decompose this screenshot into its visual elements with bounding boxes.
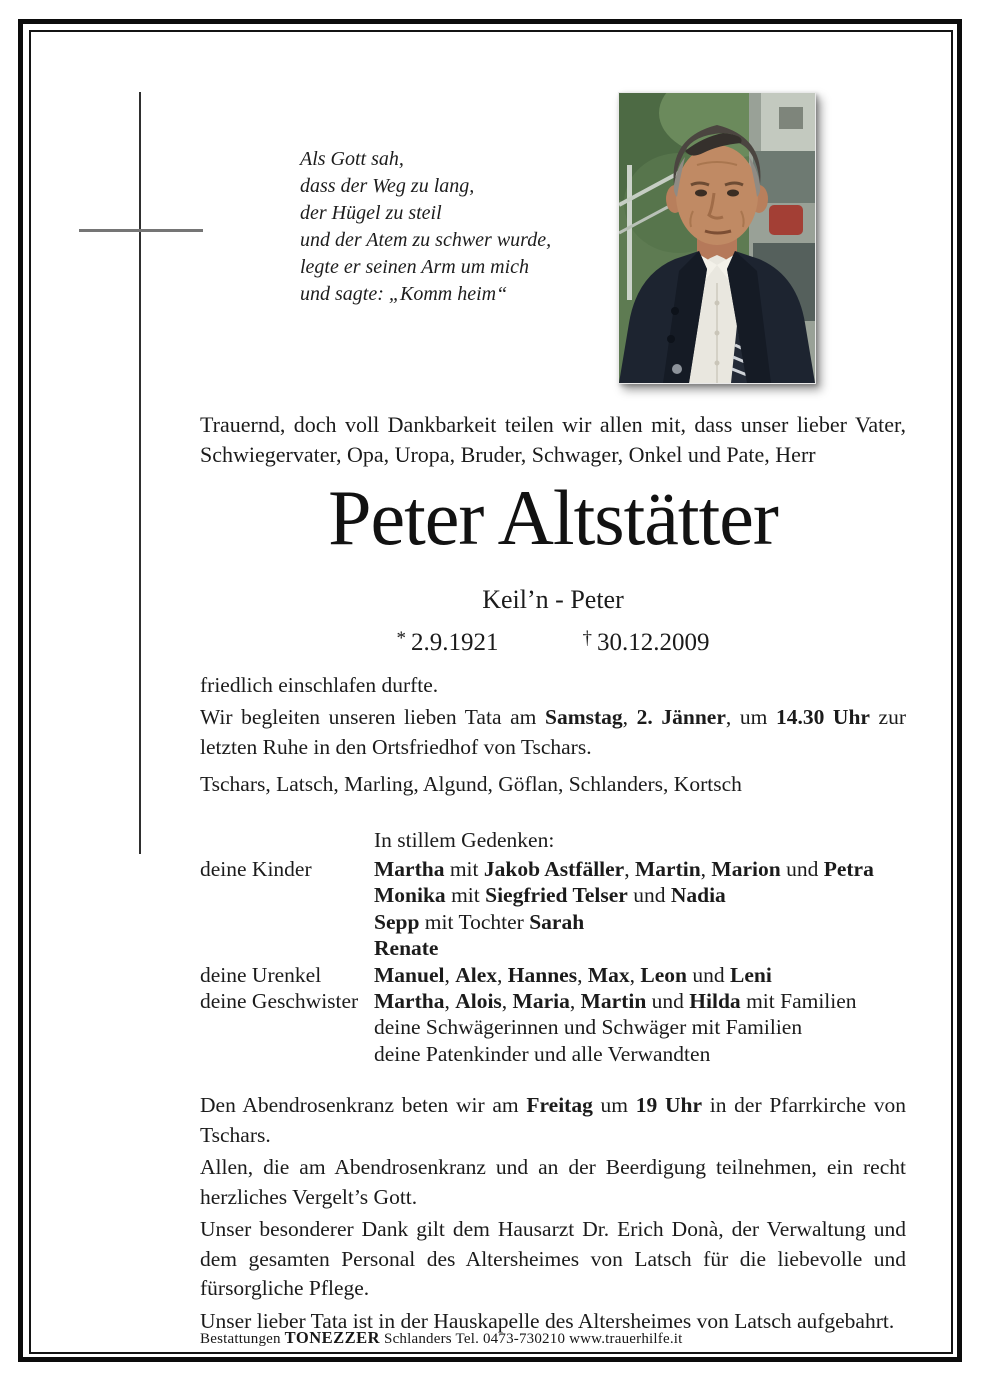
family-row — [200, 1042, 906, 1068]
family-list — [200, 857, 906, 1068]
deceased-name: Peter Altstätter — [328, 474, 778, 561]
family-label: deine Urenkel — [200, 962, 322, 987]
family-row — [200, 857, 906, 883]
family-row — [200, 910, 906, 936]
laid-out-paragraph: Unser lieber Tata ist in der Hauskapelle des Altersheimes von Latsch aufgebahrt. — [200, 1308, 895, 1333]
family-names: Martha, Alois, Maria, Martin und Hilda mit Familien — [374, 988, 857, 1013]
portrait-photo-illustration — [619, 93, 815, 383]
poem-line: dass der Weg zu lang, — [300, 175, 475, 197]
death-cross-symbol: † — [582, 628, 592, 649]
thanks-doctor-paragraph: Unser besonderer Dank gilt dem Hausarzt Dr. Erich Donà, der Verwaltung und dem gesamten Personal des Altersheimes von Latsch für die liebevolle und fürsorgliche Pflege. — [200, 1217, 906, 1300]
death-date: † 30.12.2009 — [582, 628, 710, 656]
family-names: Martha mit Jakob Astfäller, Martin, Marion und Petra — [374, 857, 874, 881]
poem-line: und sagte: „Komm heim“ — [300, 283, 508, 305]
gedenken-heading: In stillem Gedenken: — [374, 828, 555, 852]
family-label: deine Geschwister — [200, 988, 359, 1013]
poem-line: legte er seinen Arm um mich — [300, 256, 530, 278]
cross-mark-vertical — [139, 92, 141, 854]
places-line: Tschars, Latsch, Marling, Algund, Göflan, Schlanders, Kortsch — [200, 772, 742, 796]
family-names: Manuel, Alex, Hannes, Max, Leon und Leni — [374, 962, 772, 987]
funeral-announcement: Wir begleiten unseren lieben Tata am Samstag, 2. Jänner, um 14.30 Uhr zur letzten Ruhe in den Ortsfriedhof von Tschars. — [200, 705, 907, 759]
family-names: Renate — [374, 936, 439, 961]
birth-date: * 2.9.1921 — [396, 628, 499, 656]
thanks-attendees-paragraph: Allen, die am Abendrosenkranz und an der Beerdigung teilnehmen, ein recht herzliches Vergelt’s Gott. — [200, 1155, 906, 1209]
family-row — [200, 883, 906, 909]
funeral-home-footer: Bestattungen TONEZZER Schlanders Tel. 0473-730210 www.trauerhilfe.it — [200, 1328, 683, 1347]
family-names: deine Schwägerinnen und Schwäger mit Familien — [374, 1015, 803, 1040]
family-row — [200, 1015, 906, 1041]
family-row — [200, 963, 906, 989]
family-label: deine Kinder — [200, 857, 312, 881]
birth-star-symbol: * — [396, 628, 406, 649]
rosary-paragraph: Den Abendrosenkranz beten wir am Freitag um 19 Uhr in der Pfarrkirche von Tschars. — [200, 1093, 906, 1147]
closing-paragraphs — [200, 1091, 906, 1339]
poem-line: Als Gott sah, — [300, 148, 404, 170]
peaceful-passing-line: friedlich einschlafen durfte. — [200, 673, 439, 697]
intro-paragraph: Trauernd, doch voll Dankbarkeit teilen wir allen mit, dass unser lieber Vater, Schwiegervater, Opa, Uropa, Bruder, Schwager, Onkel und Pate, Herr — [200, 412, 906, 467]
family-names: deine Patenkinder und alle Verwandten — [374, 1041, 711, 1066]
family-row — [200, 989, 906, 1015]
family-names: Sepp mit Tochter Sarah — [374, 909, 585, 934]
poem-line: der Hügel zu steil — [300, 202, 442, 224]
portrait-photo — [618, 92, 816, 384]
poem — [300, 146, 551, 308]
cross-mark-horizontal — [79, 229, 203, 232]
poem-line: und der Atem zu schwer wurde, — [300, 229, 552, 251]
life-dates — [200, 628, 906, 657]
deceased-nickname: Keil’n - Peter — [482, 585, 624, 614]
family-names: Monika mit Siegfried Telser und Nadia — [374, 883, 726, 908]
family-row — [200, 936, 906, 962]
